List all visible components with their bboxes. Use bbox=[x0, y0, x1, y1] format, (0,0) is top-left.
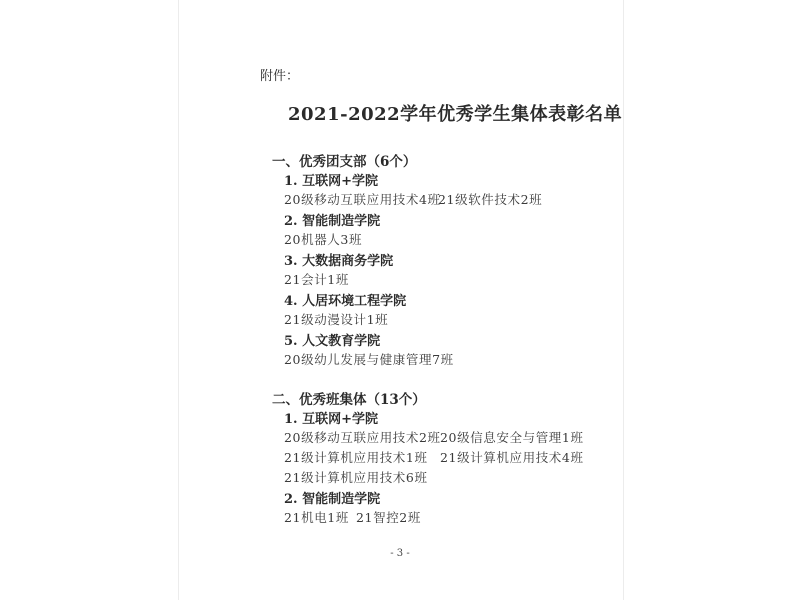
college-name: 4. 人居环境工程学院 bbox=[284, 294, 407, 309]
class-item: 20级信息安全与管理1班 bbox=[440, 430, 584, 445]
college-name: 2. 智能制造学院 bbox=[284, 492, 381, 507]
section-heading: 一、优秀团支部（6个） bbox=[272, 154, 417, 170]
class-item: 20机器人3班 bbox=[284, 232, 363, 247]
college-name: 1. 互联网+学院 bbox=[284, 412, 378, 427]
class-item: 21级计算机应用技术1班 bbox=[284, 450, 428, 465]
page-number: - 3 - bbox=[390, 548, 410, 559]
class-item: 20级移动互联应用技术2班 bbox=[284, 430, 441, 445]
class-item: 20级幼儿发展与健康管理7班 bbox=[284, 352, 454, 367]
class-item: 21级计算机应用技术4班 bbox=[440, 450, 584, 465]
college-name: 5. 人文教育学院 bbox=[284, 334, 381, 349]
class-item: 21级动漫设计1班 bbox=[284, 312, 389, 327]
class-item: 21智控2班 bbox=[356, 510, 421, 525]
college-name: 2. 智能制造学院 bbox=[284, 214, 381, 229]
attachment-label: 附件： bbox=[260, 69, 300, 84]
section-heading: 二、优秀班集体（13个） bbox=[272, 392, 426, 408]
college-name: 3. 大数据商务学院 bbox=[284, 254, 394, 269]
class-item: 21级计算机应用技术6班 bbox=[284, 470, 428, 485]
document-title: 2021-2022学年优秀学生集体表彰名单 bbox=[288, 104, 623, 125]
class-item: 21级软件技术2班 bbox=[438, 192, 543, 207]
class-item: 20级移动互联应用技术4班 bbox=[284, 192, 441, 207]
college-name: 1. 互联网+学院 bbox=[284, 174, 378, 189]
class-item: 21会计1班 bbox=[284, 272, 349, 287]
class-item: 21机电1班 bbox=[284, 510, 349, 525]
